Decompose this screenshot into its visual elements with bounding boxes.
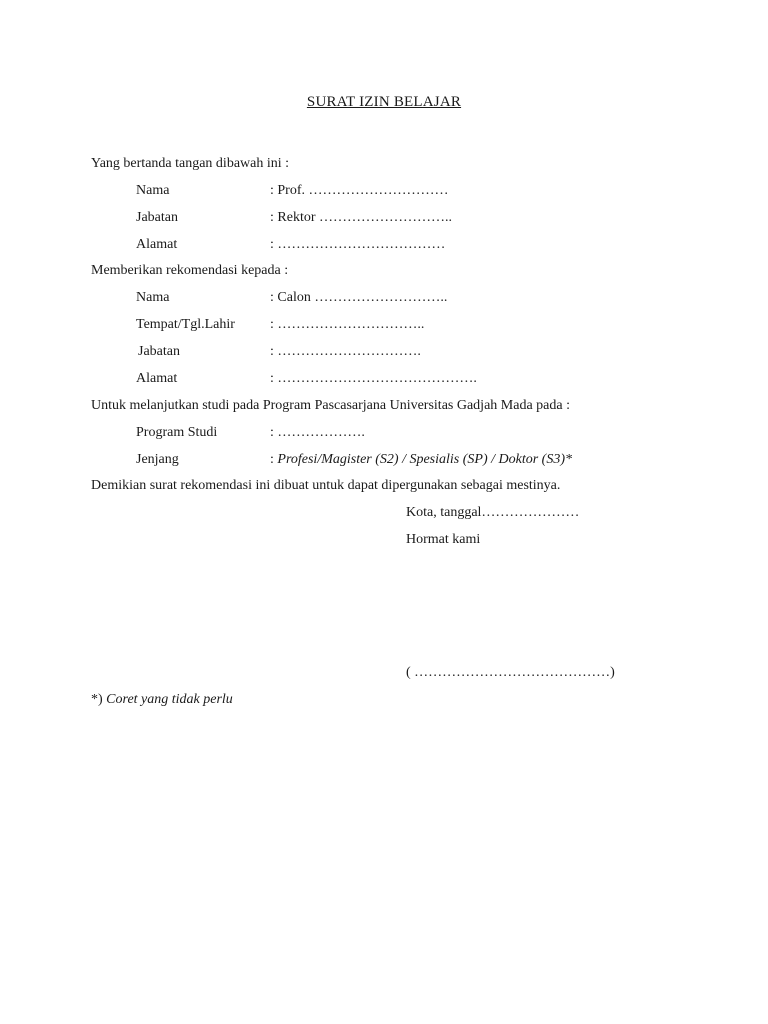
candidate-birth-label: Tempat/Tgl.Lahir — [136, 317, 235, 332]
intro-text: Yang bertanda tangan dibawah ini : — [91, 156, 290, 171]
level-value-prefix: : — [270, 452, 278, 467]
candidate-name-label: Nama — [136, 290, 170, 305]
program-study-value: : ………………. — [270, 425, 365, 440]
level-options: Profesi/Magister (S2) / Spesialis (SP) / Doktor (S3)* — [277, 452, 572, 467]
candidate-address-label: Alamat — [136, 371, 178, 386]
footnote-text: Coret yang tidak perlu — [106, 692, 233, 707]
signer-position-label: Jabatan — [136, 210, 178, 225]
signer-name-value: : Prof. ………………………… — [270, 183, 449, 198]
candidate-name-value: : Calon ……………………….. — [270, 290, 448, 305]
footnote-mark: *) — [91, 692, 103, 707]
place-date: Kota, tanggal………………… — [406, 505, 580, 520]
signer-address-label: Alamat — [136, 237, 178, 252]
level-label: Jenjang — [136, 452, 179, 467]
candidate-birth-value: : ………………………….. — [270, 317, 425, 332]
recommend-intro-text: Memberikan rekomendasi kepada : — [91, 263, 289, 278]
regards-text: Hormat kami — [406, 532, 481, 547]
signer-position-value: : Rektor ……………………….. — [270, 210, 452, 225]
level-value — [270, 451, 572, 469]
program-study-label: Program Studi — [136, 425, 218, 440]
candidate-position-value: : …………………………. — [270, 344, 421, 359]
signer-name-label: Nama — [136, 183, 170, 198]
candidate-position-label: Jabatan — [138, 344, 180, 359]
signer-address-value: : ……………………………… — [270, 237, 446, 252]
footnote — [91, 691, 233, 709]
candidate-address-value: : ……………………………………. — [270, 371, 477, 386]
document-title: SURAT IZIN BELAJAR — [306, 94, 462, 110]
signature-line: ( ……………………………………) — [406, 665, 615, 680]
study-intro-text: Untuk melanjutkan studi pada Program Pascasarjana Universitas Gadjah Mada pada : — [91, 398, 570, 413]
closing-text: Demikian surat rekomendasi ini dibuat untuk dapat dipergunakan sebagai mestinya. — [91, 478, 561, 493]
